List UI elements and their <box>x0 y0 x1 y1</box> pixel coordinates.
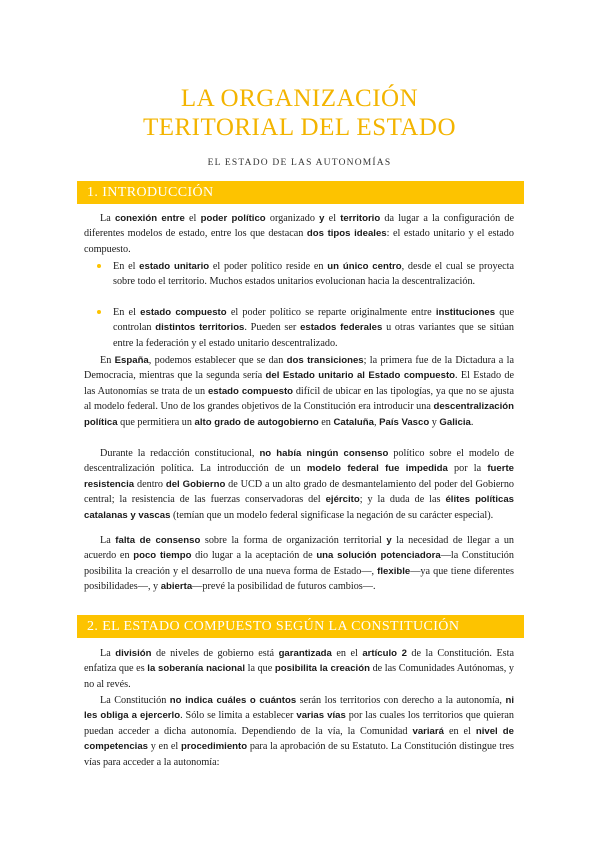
body-text: En el <box>113 261 140 272</box>
emphasized-text: posibilita la creación <box>274 663 370 675</box>
emphasized-text: ejército <box>325 494 360 506</box>
body-text: . El Estado de las Autonomías se trata de un <box>84 370 514 397</box>
body-text: de las Comunidades Autónomas, y no al revés. <box>84 663 515 690</box>
emphasized-text: un único centro <box>327 261 402 272</box>
body-text: u otras variantes que se sitúan entre la federación y el estado unitario descentralizado. <box>113 322 515 349</box>
emphasized-text: España <box>114 355 149 366</box>
body-text: ; la primera fue de la Dictadura a la Democracia, mientras que la segunda sería <box>84 355 514 382</box>
body-text: difícil de ubicar en las tipologías, ya que no se ajusta al modelo federal. Uno de los grandes objetivos de la Constitución era introducir una <box>84 385 514 413</box>
body-text: el poder político reside en <box>209 261 328 272</box>
body-text: , podemos establecer que se dan <box>148 355 287 366</box>
body-text: de UCD a un alto grado de desmantelamiento del poder del Gobierno central; la resistencia de las fuerzas conservadoras del <box>84 478 515 506</box>
emphasized-text: del Gobierno <box>165 478 226 490</box>
emphasized-text: poco tiempo <box>133 550 192 562</box>
intro-paragraph-2 <box>84 353 514 430</box>
emphasized-text: Cataluña <box>333 416 374 428</box>
body-text: y <box>429 416 440 428</box>
body-text: (temían que un modelo federal significase la negación de su carácter especial). <box>170 509 494 521</box>
emphasized-text: estado compuesto <box>140 307 227 318</box>
body-text: —la Constitución posibilita la creación y el desarrollo de una nueva forma de Estado—, <box>84 550 514 577</box>
body-text: político sobre el modelo de descentralización política. La introducción de un <box>84 448 515 475</box>
body-text: y en el <box>148 741 181 753</box>
body-text: sobre la forma de organización territorial <box>200 535 387 546</box>
emphasized-text: modelo federal fue impedida <box>306 463 448 475</box>
body-text: En <box>100 355 115 366</box>
emphasized-text: descentralización política <box>84 401 514 428</box>
emphasized-text: élites políticas catalanas y vascas <box>84 494 514 521</box>
body-text: : el estado unitario y el estado compuesto. <box>84 228 514 255</box>
emphasized-text: procedimiento <box>180 741 248 753</box>
emphasized-text: fuerte resistencia <box>84 463 514 490</box>
bullet-estado-compuesto <box>97 305 514 351</box>
emphasized-text: ni les obliga a ejercerlo <box>84 695 514 722</box>
body-text: En el <box>113 307 141 318</box>
emphasized-text: estado compuesto <box>207 385 293 397</box>
body-text: , <box>373 416 380 428</box>
body-text: en <box>318 416 334 428</box>
body-text: dio lugar a la aceptación de <box>191 550 317 562</box>
body-text: en el <box>443 725 476 737</box>
emphasized-text: variará <box>412 725 444 737</box>
bullet-marker-icon <box>97 310 101 314</box>
emphasized-text: instituciones <box>435 307 496 318</box>
body-text: organizado <box>265 213 320 224</box>
body-text: el <box>324 213 341 224</box>
body-text: . <box>470 416 474 428</box>
section-heading-introduccion: 1. INTRODUCCIÓN <box>77 181 524 204</box>
emphasized-text: artículo 2 <box>362 648 407 659</box>
body-text: da lugar a la configuración de diferentes modelos de estado, entre los que destacan <box>84 213 514 240</box>
document-title <box>0 84 599 142</box>
emphasized-text: conexión entre <box>114 213 185 224</box>
body-text: por la <box>447 463 488 475</box>
emphasized-text: no indica cuáles o cuántos <box>169 695 297 706</box>
emphasized-text: distintos territorios <box>155 322 245 334</box>
document-subtitle: EL ESTADO DE LAS AUTONOMÍAS <box>207 158 392 168</box>
emphasized-text: Galicia <box>439 416 471 428</box>
emphasized-text: flexible <box>377 565 411 577</box>
body-text: la necesidad de llegar a un acuerdo en <box>84 535 515 562</box>
section-heading-estado-compuesto: 2. EL ESTADO COMPUESTO SEGÚN LA CONSTITUCIÓN <box>77 615 524 638</box>
emphasized-text: estado unitario <box>139 261 210 272</box>
emphasized-text: y <box>319 213 325 224</box>
emphasized-text: poder político <box>200 213 266 224</box>
intro-paragraph-3 <box>84 446 514 523</box>
emphasized-text: la soberanía nacional <box>147 663 245 675</box>
emphasized-text: estados federales <box>300 322 383 334</box>
bullet-text <box>113 259 514 290</box>
body-text: para la aprobación de su Estatuto. La Constitución distingue tres vías para acceder a la autonomía: <box>84 741 514 768</box>
body-text: de niveles de gobierno está <box>151 648 279 659</box>
body-text: el <box>184 213 201 224</box>
emphasized-text: territorio <box>340 213 381 224</box>
section2-paragraph-2 <box>84 693 514 770</box>
bullet-marker-icon <box>97 264 101 268</box>
emphasized-text: y <box>386 535 392 546</box>
body-text: por las cuales los territorios que quieran puedan acceder a dicha autonomía. Dependiendo de la vía, la Comunidad <box>84 710 514 737</box>
emphasized-text: abierta <box>160 581 193 593</box>
body-text: el poder político se reparte originalmente entre <box>226 307 436 318</box>
body-text: la que <box>245 663 275 675</box>
intro-paragraph-1 <box>84 211 514 257</box>
emphasized-text: una solución potenciadora <box>316 550 441 562</box>
emphasized-text: falta de consenso <box>115 535 201 546</box>
body-text: dentro <box>134 478 166 490</box>
body-text: —ya que tiene diferentes posibilidades—, y <box>84 565 514 593</box>
emphasized-text: garantizada <box>278 648 332 659</box>
emphasized-text: no había ningún consenso <box>259 448 389 459</box>
body-text: , desde el cual se proyecta sobre todo el territorio. Muchos estados unitarios evolucionan hacia la descentralización. <box>113 261 514 288</box>
emphasized-text: del Estado unitario al Estado compuesto <box>265 370 456 382</box>
emphasized-text: alto grado de autogobierno <box>194 416 319 428</box>
body-text: La Constitución <box>100 695 170 706</box>
intro-paragraph-4 <box>84 533 514 595</box>
title-line-2: TERITORIAL DEL ESTADO <box>142 114 457 141</box>
emphasized-text: dos transiciones <box>286 355 364 366</box>
section2-paragraph-1 <box>84 646 514 692</box>
body-text: . Pueden ser <box>244 322 301 334</box>
emphasized-text: dos tipos ideales <box>306 228 387 240</box>
bullet-estado-unitario <box>97 259 514 290</box>
body-text: de la Constitución. Esta enfatiza que es <box>84 648 514 675</box>
body-text: La <box>100 535 116 546</box>
emphasized-text: País Vasco <box>379 416 430 428</box>
body-text: que permitiera un <box>117 416 195 428</box>
body-text: La <box>100 648 116 659</box>
title-line-1: LA ORGANIZACIÓN <box>180 85 419 112</box>
body-text: La <box>100 213 115 224</box>
emphasized-text: varias vías <box>296 710 346 722</box>
emphasized-text: nivel de competencias <box>84 725 514 753</box>
body-text: en el <box>331 648 363 659</box>
body-text: serán los territorios con derecho a la autonomía, <box>296 695 506 706</box>
body-text: —prevé la posibilidad de futuros cambios—. <box>192 581 376 593</box>
body-text: Durante la redacción constitucional, <box>100 448 260 459</box>
body-text: . Sólo se limita a establecer <box>180 710 297 722</box>
body-text: ; y la duda de las <box>359 494 446 506</box>
bullet-text <box>113 305 514 351</box>
emphasized-text: división <box>115 648 152 659</box>
body-text: que controlan <box>113 307 515 334</box>
